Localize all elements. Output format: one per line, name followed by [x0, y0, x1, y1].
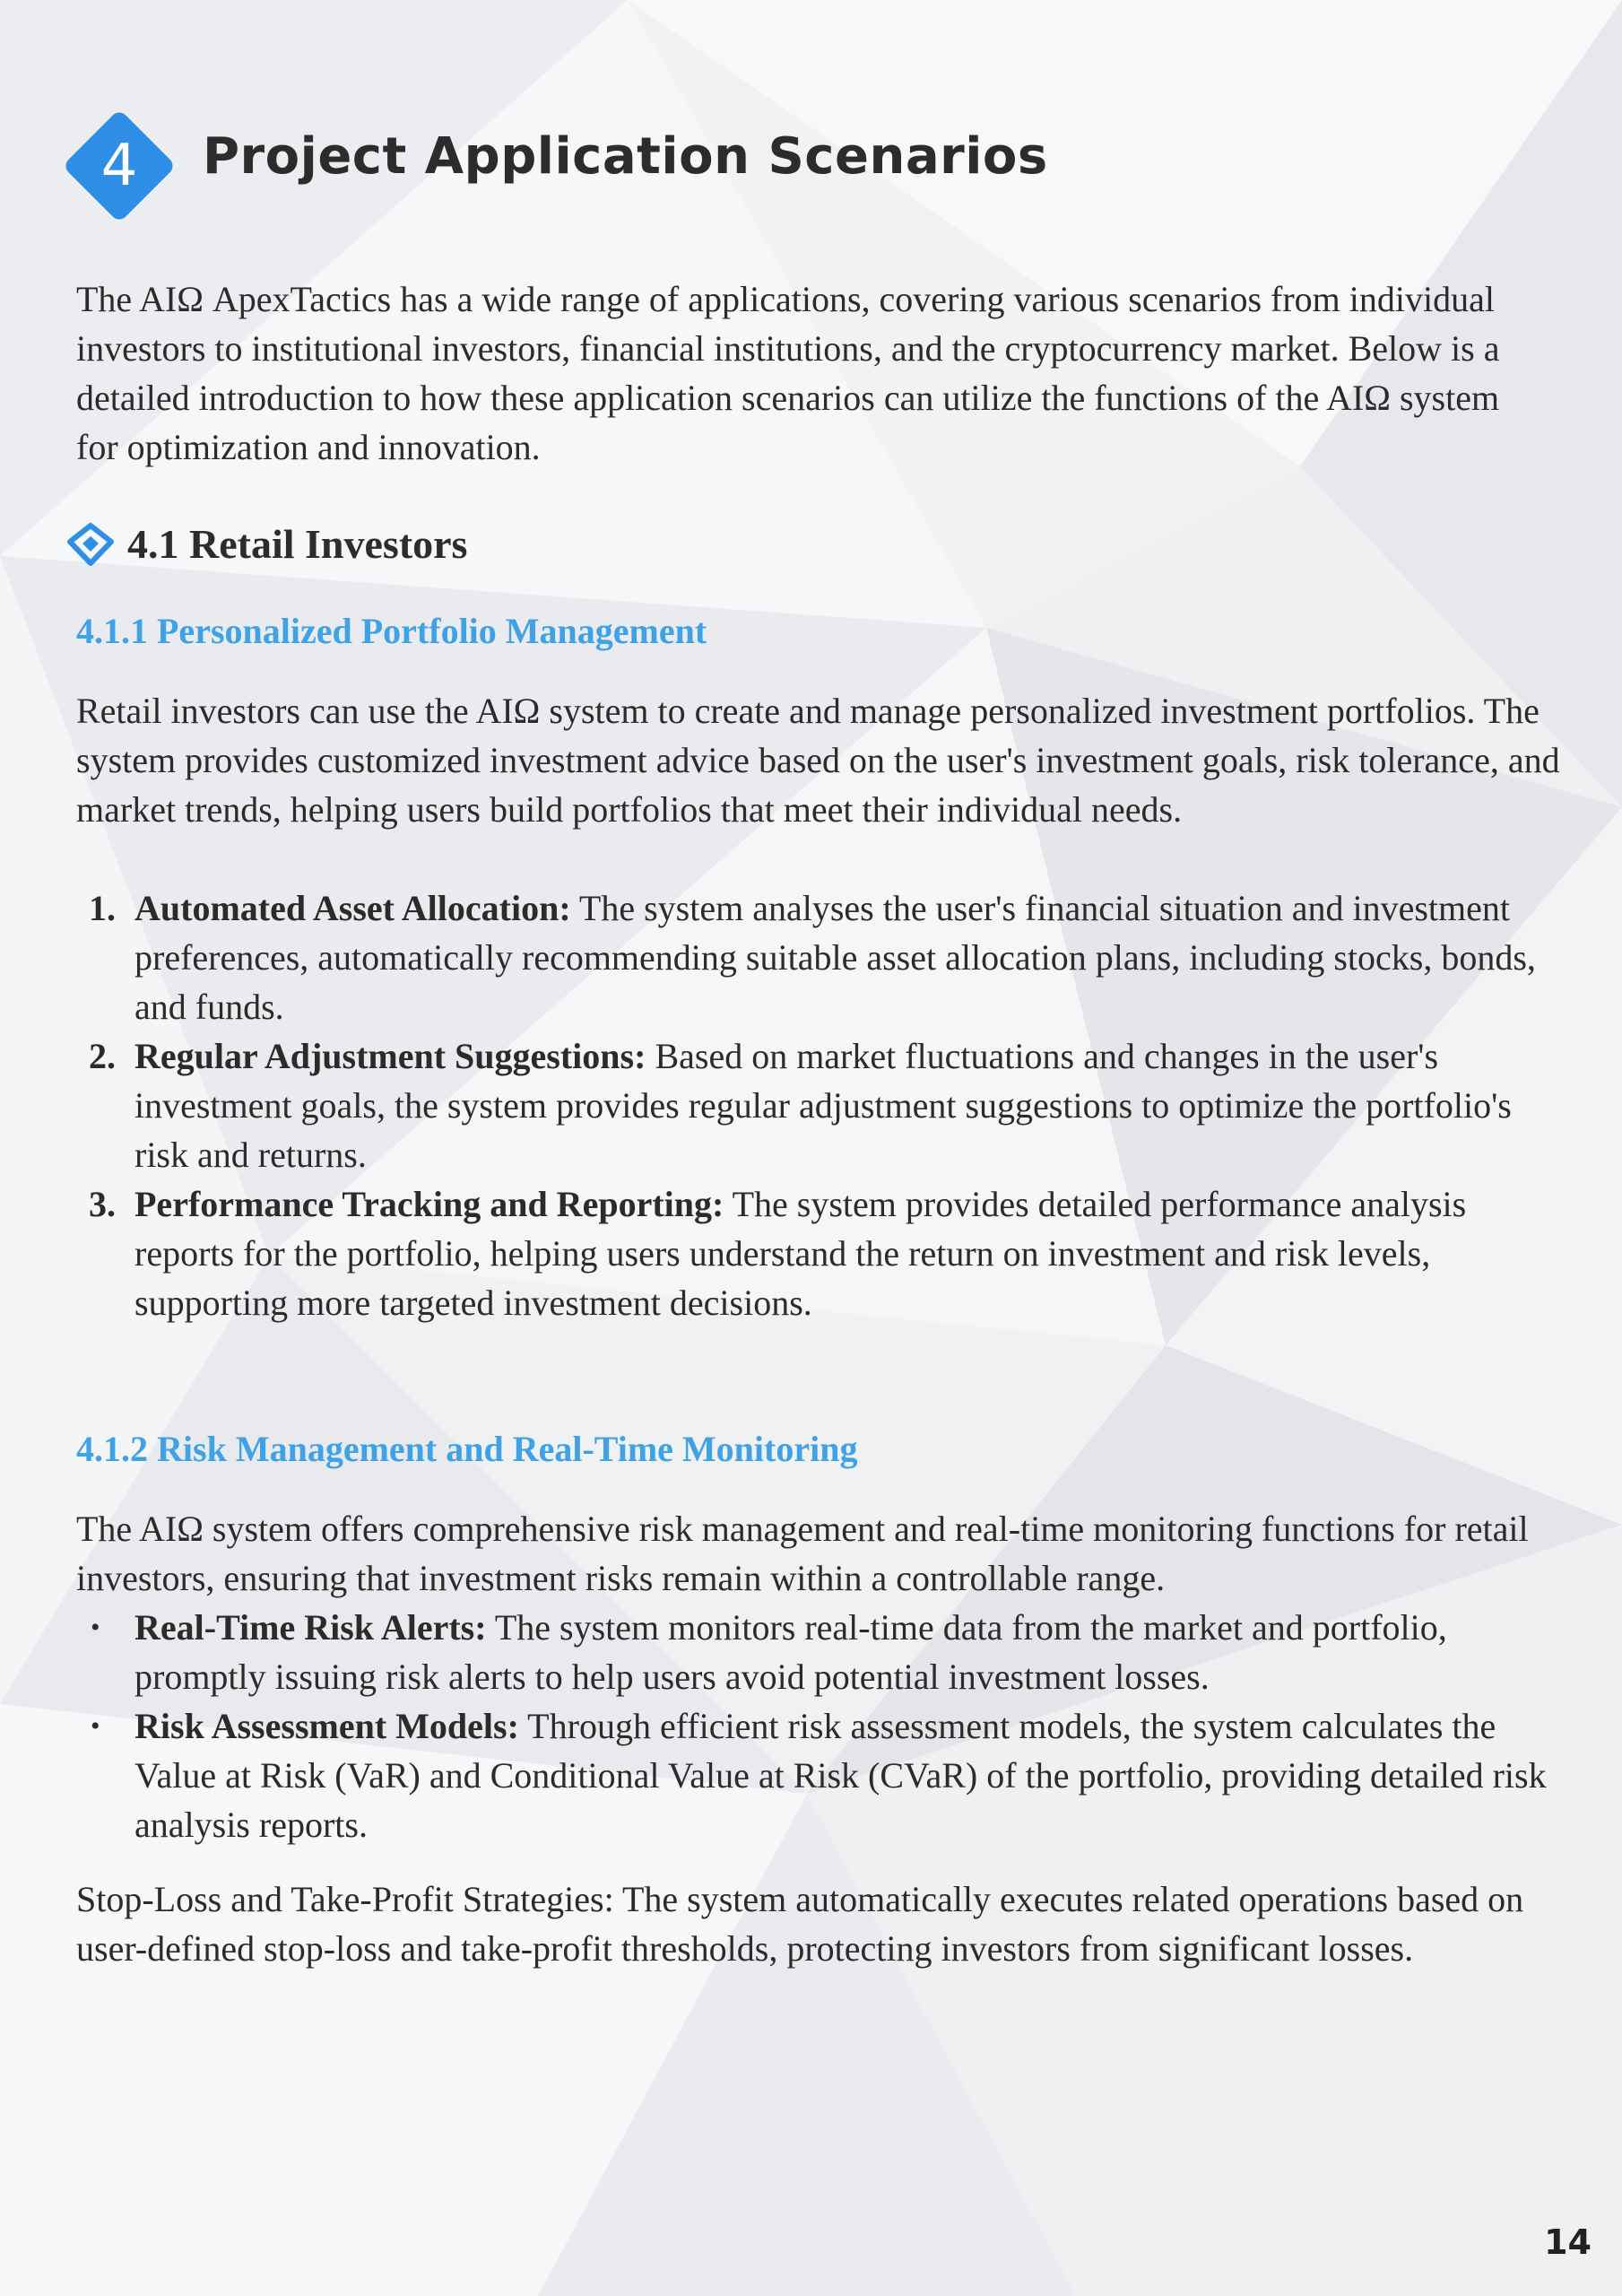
- chapter-title: Project Application Scenarios: [203, 127, 1048, 186]
- bullet-icon: •: [91, 1711, 100, 1741]
- item-text: The system provides detailed performance analysis reports for the portfolio, helping users understand the return on investment and risk levels, supporting more targeted investment decisions.: [134, 1184, 1467, 1323]
- intro-paragraph: The AIΩ ApexTactics has a wide range of applications, covering various scenarios from individual investors to institutional investors, financial institutions, and the cryptocurrency market. Below is a detailed introduction to how these application scenarios can utilize the functions of the AIΩ system for optimization and innovation.: [76, 279, 1500, 467]
- item-text: Based on market fluctuations and changes in the user's investment goals, the system provides regular adjustment suggestions to optimize the portfolio's risk and returns.: [134, 1036, 1512, 1175]
- chapter-number: 4: [100, 133, 138, 199]
- stop-loss-paragraph: Stop-Loss and Take-Profit Strategies: The system automatically executes related operations based on user-defined stop-loss and take-profit thresholds, protecting investors from significant losses.: [76, 1879, 1524, 1969]
- list-number: 1.: [89, 888, 116, 928]
- list-item: [76, 883, 1565, 1031]
- section-heading: [65, 520, 467, 568]
- item-label: Performance Tracking and Reporting:: [134, 1184, 724, 1224]
- item-label: Automated Asset Allocation:: [134, 888, 571, 928]
- list-item: [76, 1031, 1565, 1179]
- portfolio-feature-list: [76, 883, 1565, 1327]
- section-title: 4.1 Retail Investors: [127, 521, 468, 567]
- portfolio-paragraph: Retail investors can use the AIΩ system to create and manage personalized investment portfolios. The system provides customized investment advice based on the user's investment goals, risk tolerance, and market trends, helping users build portfolios that meet their individual needs.: [76, 691, 1560, 830]
- item-text: The system analyses the user's financial situation and investment preferences, automatically recommending suitable asset allocation plans, including stocks, bonds, and funds.: [134, 888, 1536, 1027]
- diamond-icon: [65, 522, 117, 567]
- page-number: 14: [1544, 2222, 1592, 2262]
- item-text: Through efficient risk assessment models, the system calculates the Value at Risk (VaR) and Conditional Value at Risk (CVaR) of the portfolio, providing detailed risk analysis reports.: [134, 1706, 1547, 1845]
- item-label: Risk Assessment Models:: [134, 1706, 519, 1746]
- risk-feature-list: [76, 1603, 1565, 1849]
- bullet-icon: •: [91, 1613, 100, 1642]
- chapter-badge: [56, 102, 183, 230]
- list-item: [76, 1701, 1565, 1849]
- subsection-title-risk-management: 4.1.2 Risk Management and Real-Time Monitoring: [76, 1429, 858, 1469]
- item-label: Regular Adjustment Suggestions:: [134, 1036, 646, 1076]
- list-item: [76, 1603, 1565, 1701]
- subsection-title-personalized-portfolio: 4.1.1 Personalized Portfolio Management: [76, 611, 707, 651]
- list-number: 3.: [89, 1184, 116, 1224]
- list-number: 2.: [89, 1036, 116, 1076]
- item-text: The system monitors real-time data from the market and portfolio, promptly issuing risk alerts to help users avoid potential investment losses.: [134, 1607, 1447, 1697]
- risk-paragraph: The AIΩ system offers comprehensive risk management and real-time monitoring functions for retail investors, ensuring that investment risks remain within a controllable range.: [76, 1509, 1529, 1598]
- list-item: [76, 1179, 1565, 1327]
- item-label: Real-Time Risk Alerts:: [134, 1607, 487, 1648]
